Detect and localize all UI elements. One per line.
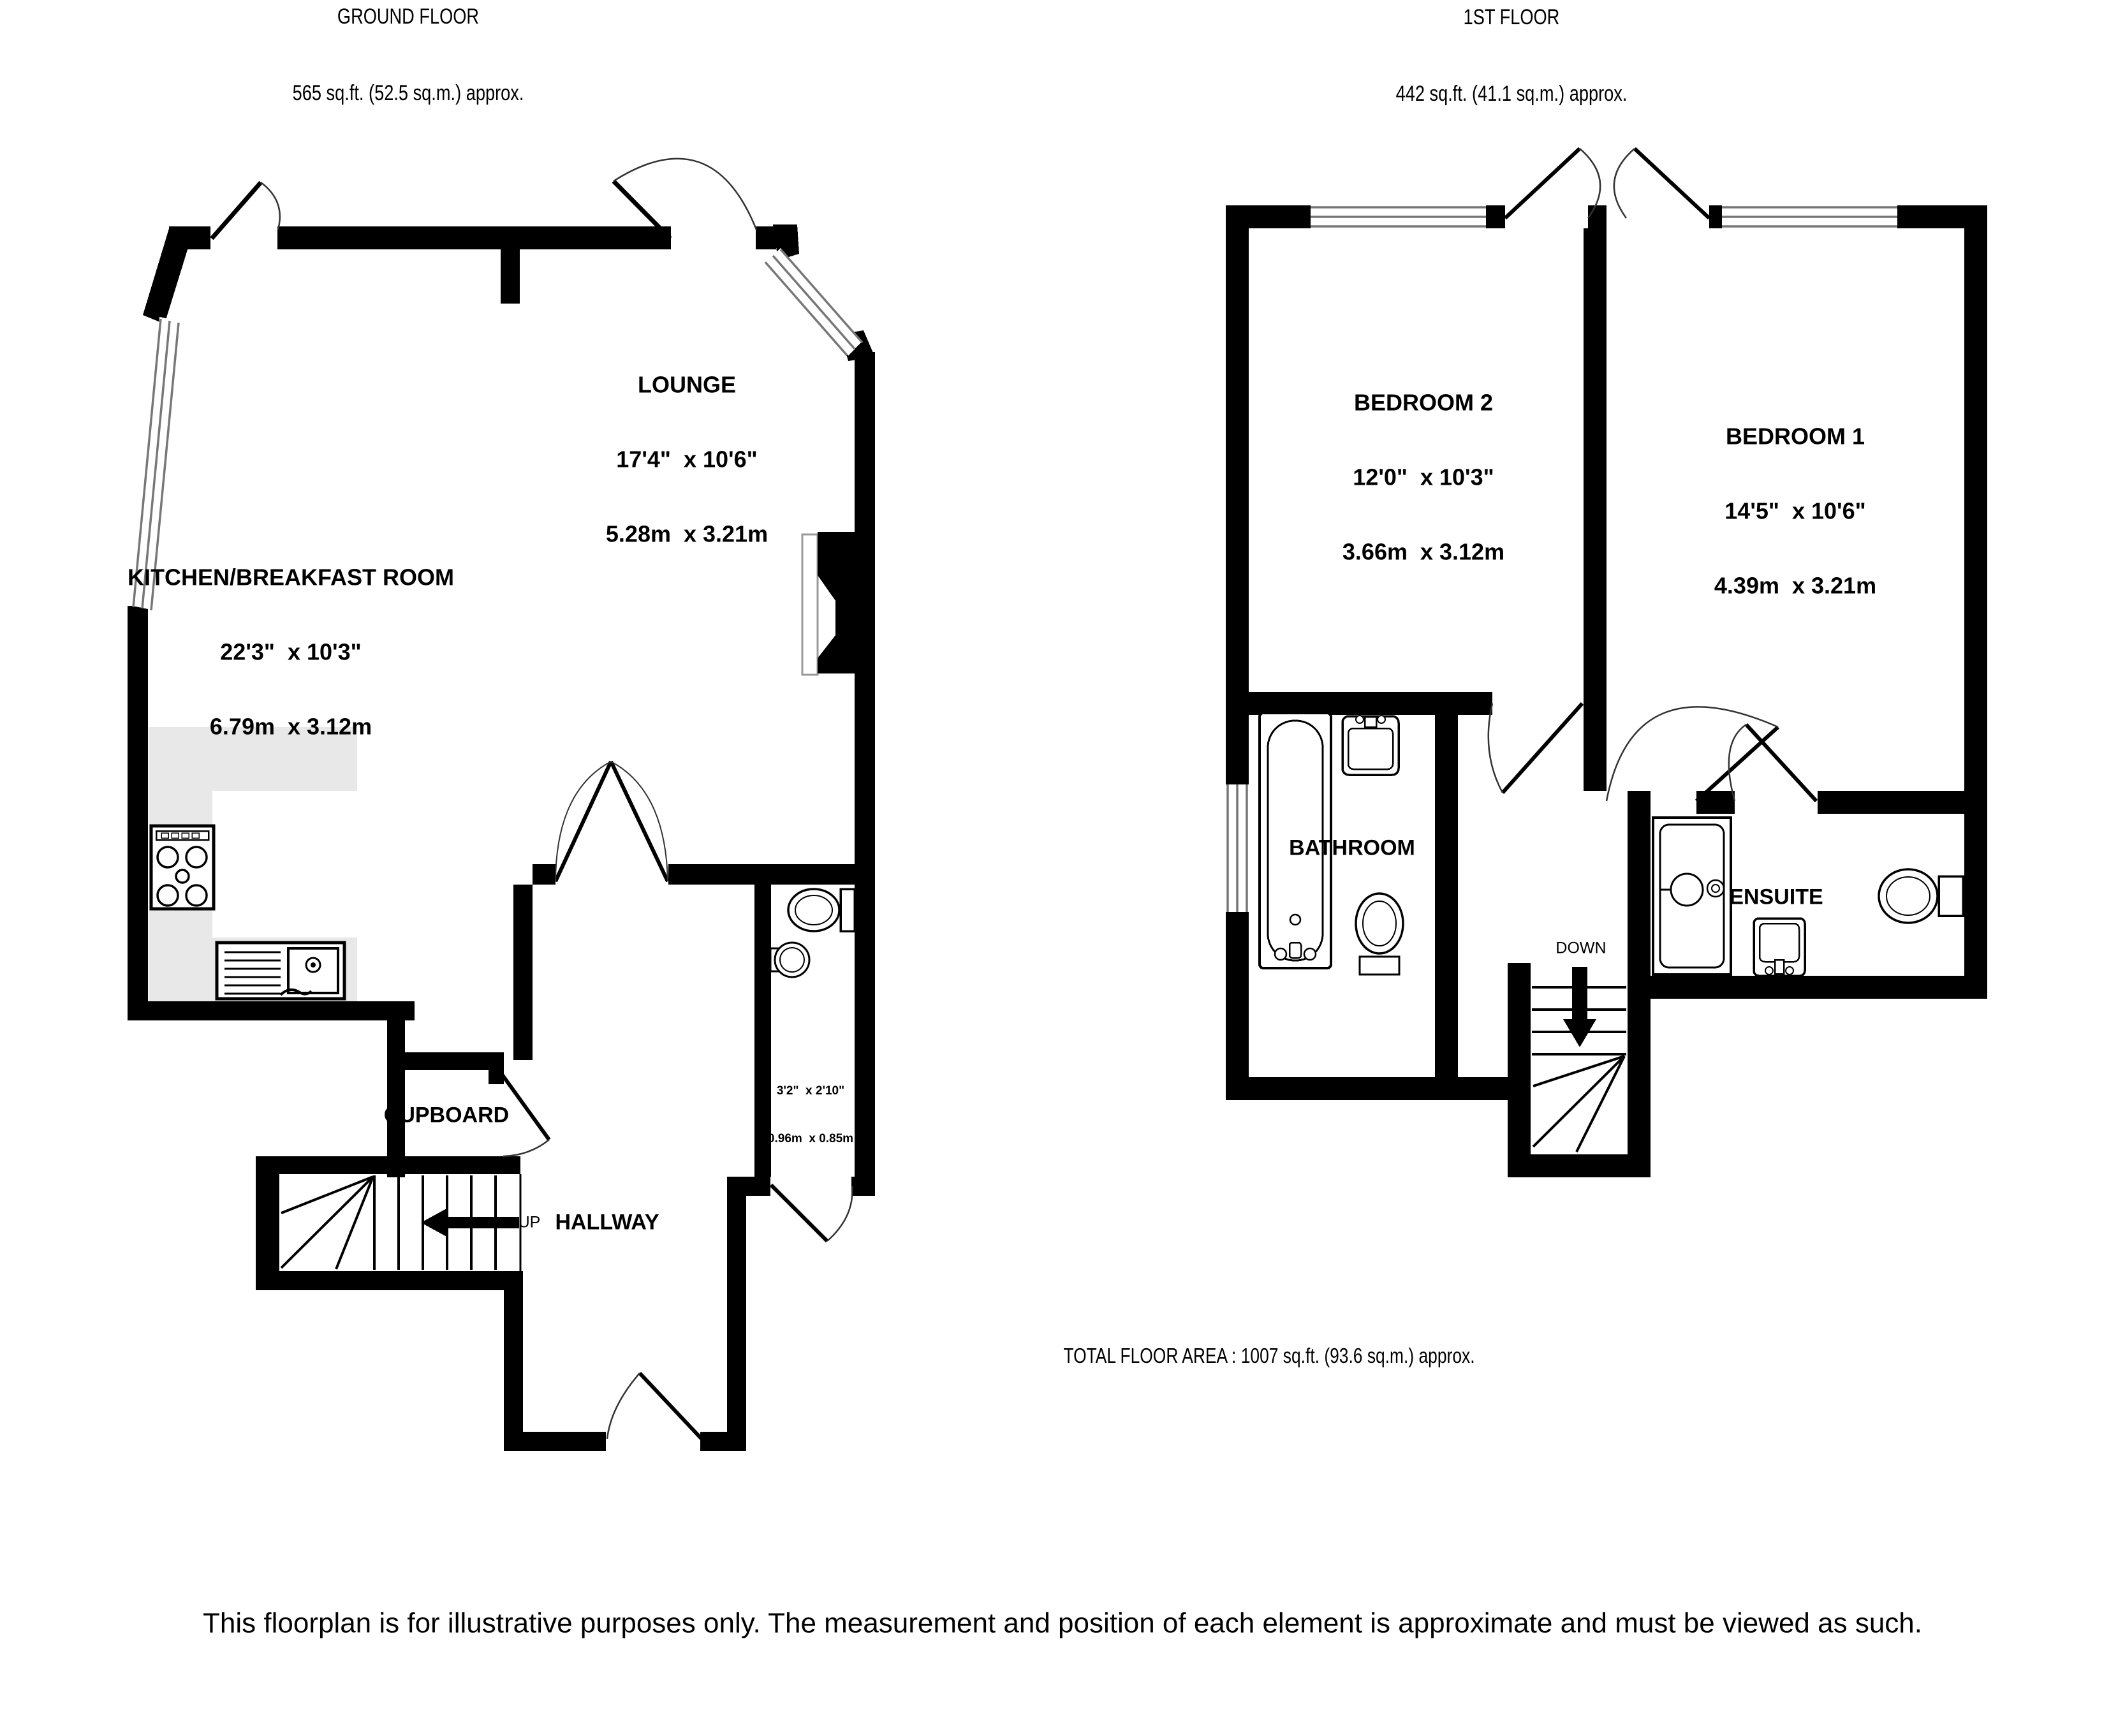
chimney-breast: [802, 532, 855, 675]
down-label: DOWN: [1555, 939, 1607, 957]
wc-dims-label: 3'2" x 2'10" 0.96m x 0.85m: [767, 1084, 854, 1145]
toilet-icon: [1356, 894, 1403, 975]
window: [1722, 205, 1897, 228]
window: [1226, 784, 1249, 912]
disclaimer: This floorplan is for illustrative purposes only. The measurement and position of each element is approximate and must be viewed as such.: [203, 1607, 1922, 1639]
up-label: UP: [518, 1213, 541, 1232]
hob-icon: [151, 826, 214, 909]
first-floor-area: 442 sq.ft. (41.1 sq.m.) approx.: [1395, 82, 1628, 106]
kitchen-sink-icon: [217, 943, 344, 999]
stairs-up: [281, 1174, 520, 1271]
lounge-label: LOUNGE 17'4" x 10'6" 5.28m x 3.21m: [605, 371, 768, 547]
ensuite-label: ENSUITE: [1729, 885, 1823, 909]
shower-icon: [1653, 818, 1731, 975]
sink-icon: [1754, 918, 1805, 976]
first-floor-header: [1396, 0, 1628, 158]
window: [765, 248, 862, 356]
bedroom1-label: BEDROOM 1 14'5" x 10'6" 4.39m x 3.21m: [1714, 423, 1877, 599]
toilet-icon: [788, 889, 855, 931]
ground-floor-header: [293, 0, 524, 157]
sink-icon: [770, 943, 809, 977]
window: [1311, 205, 1486, 228]
hallway-label: HALLWAY: [555, 1210, 659, 1235]
bathroom-label: BATHROOM: [1289, 835, 1415, 860]
down-arrow-icon: [1563, 967, 1596, 1047]
sink-icon: [1342, 716, 1399, 775]
stairs-down: [1532, 967, 1626, 1152]
total-floor-area: TOTAL FLOOR AREA : 1007 sq.ft. (93.6 sq.m.) approx.: [1063, 1344, 1475, 1368]
ground-floor-title: GROUND FLOOR: [337, 4, 480, 29]
kitchen-label: KITCHEN/BREAKFAST ROOM 22'3" x 10'3" 6.79m x 3.12m: [128, 564, 454, 740]
first-floor-title: 1ST FLOOR: [1463, 5, 1560, 29]
bedroom2-label: BEDROOM 2 12'0" x 10'3" 3.66m x 3.12m: [1342, 389, 1505, 565]
cupboard-label: CUPBOARD: [383, 1103, 510, 1128]
ground-floor-area: 565 sq.ft. (52.5 sq.m.) approx.: [292, 81, 524, 105]
toilet-icon: [1879, 869, 1963, 923]
first-floor-plan: [1226, 149, 1987, 1177]
